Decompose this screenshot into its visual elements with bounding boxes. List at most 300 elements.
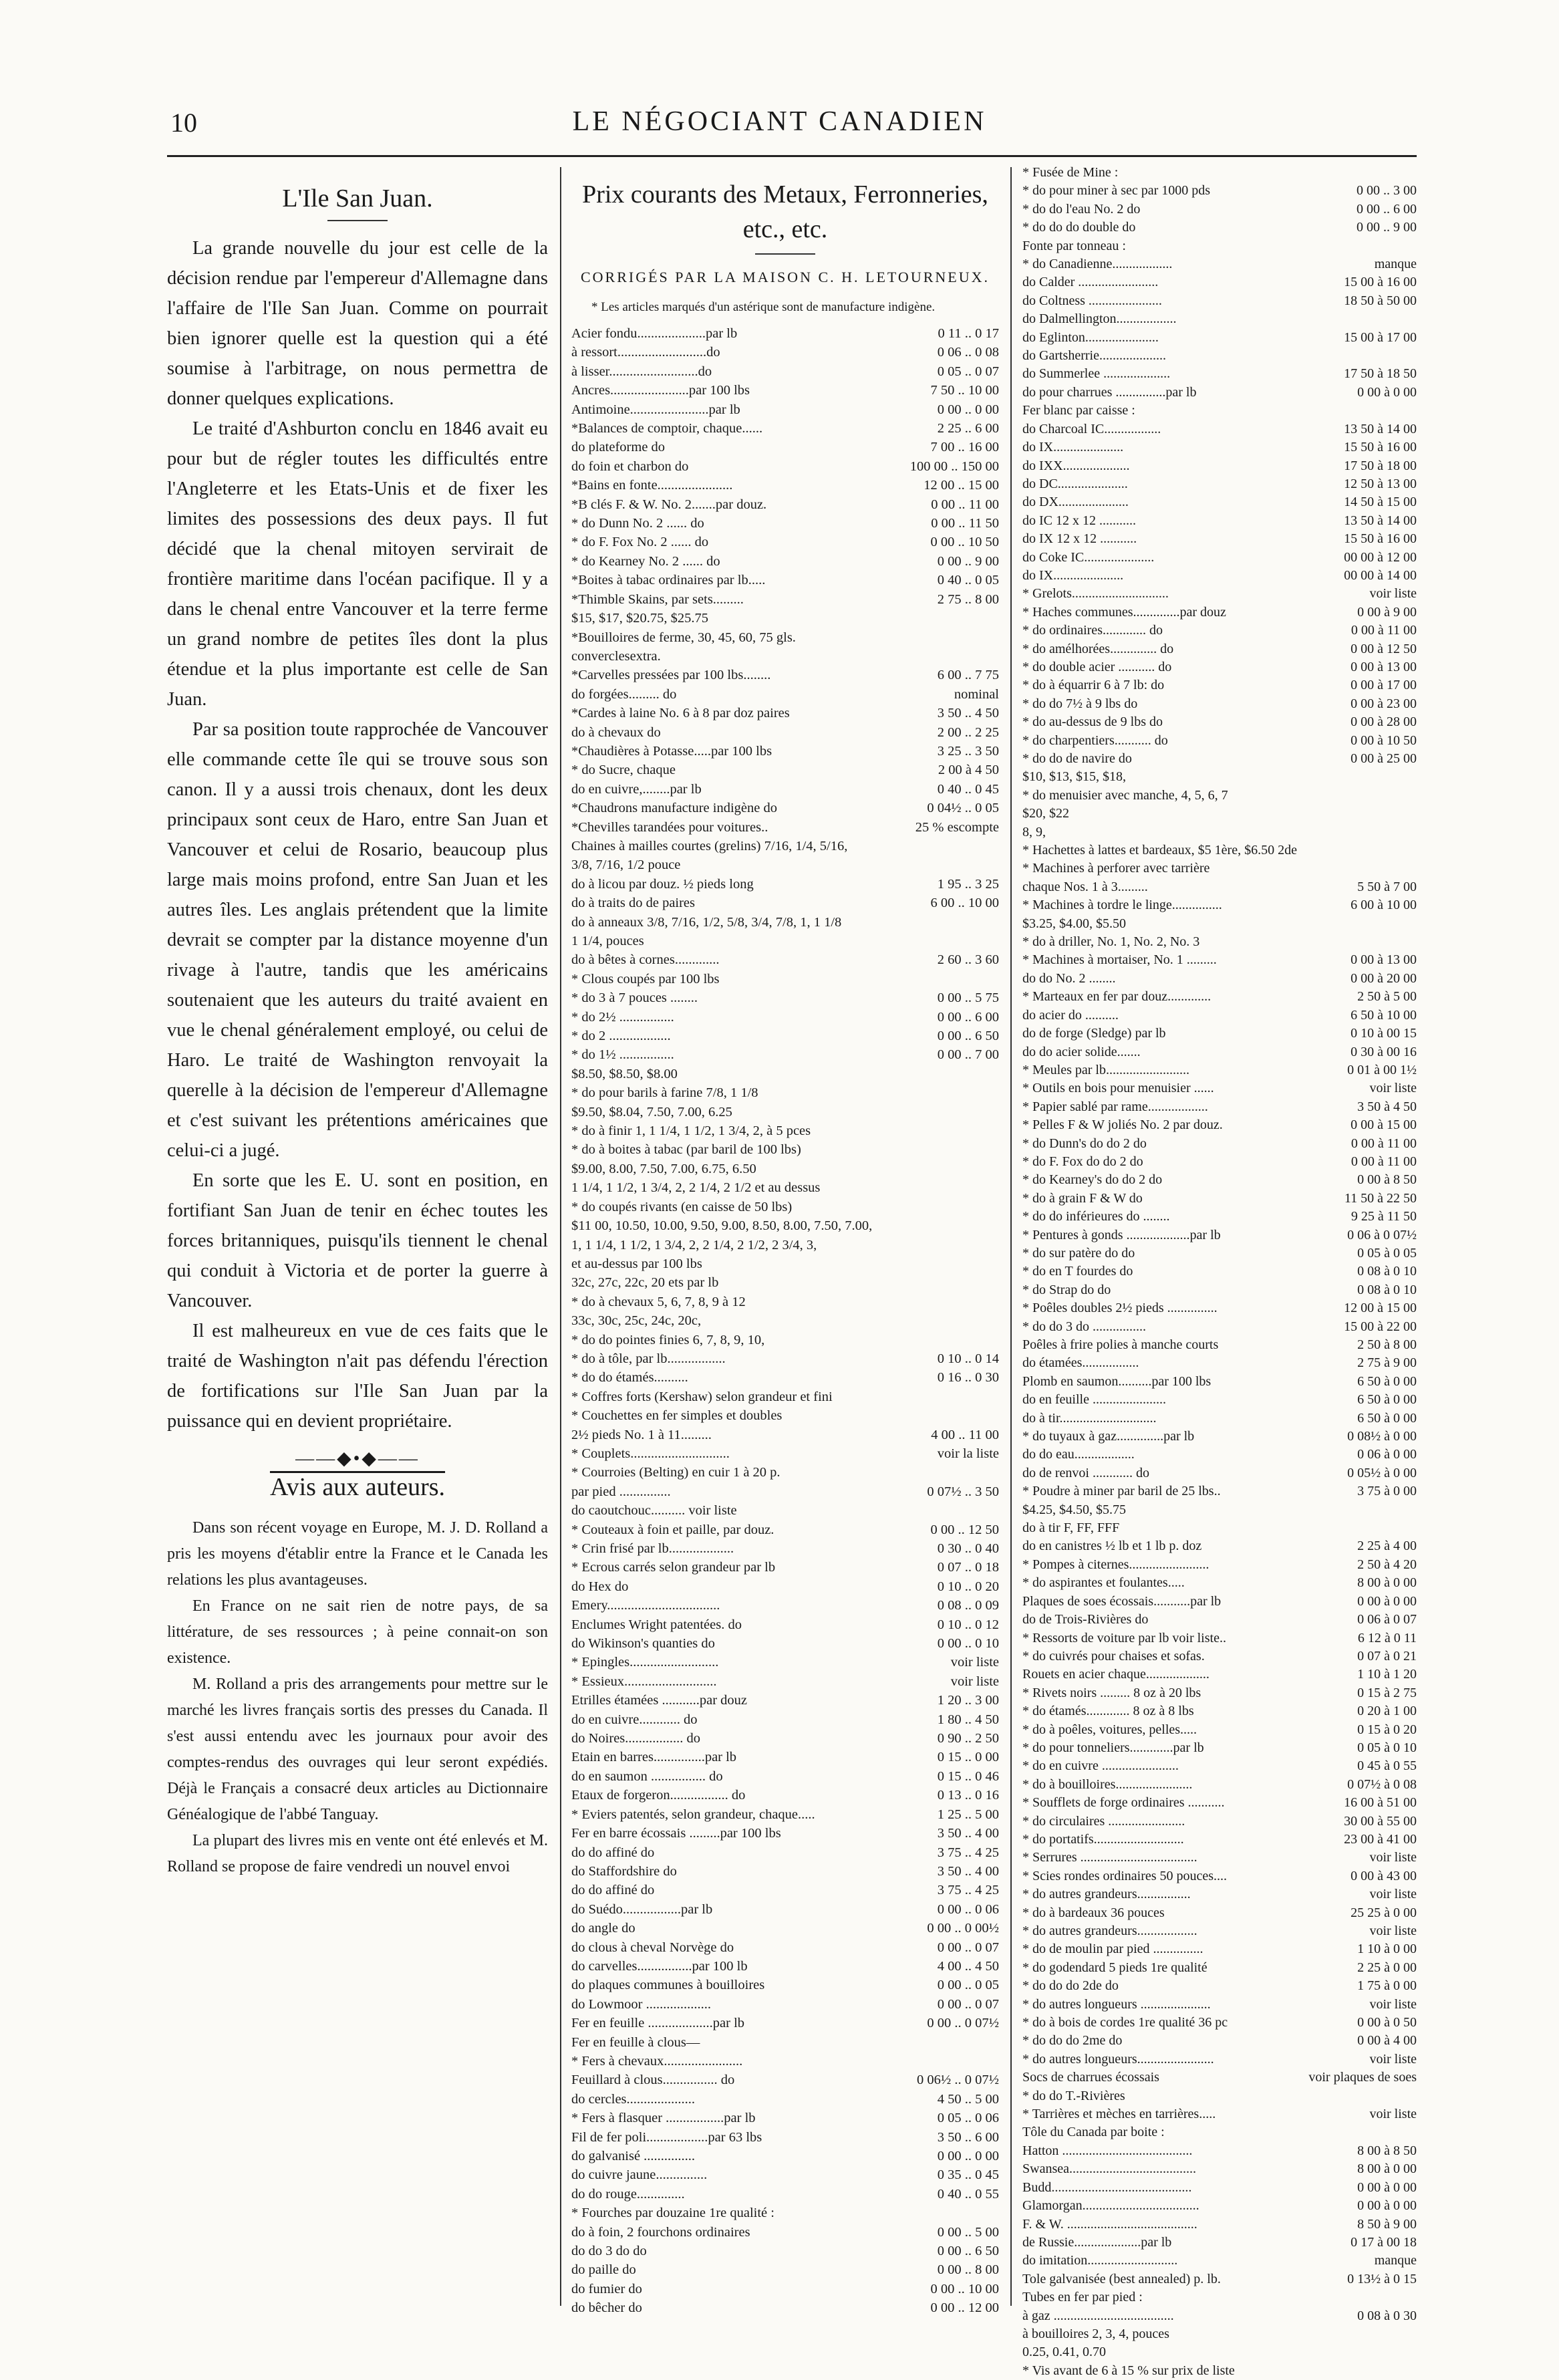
price-value <box>1413 2123 1417 2141</box>
price-value: 2 00 .. 2 25 <box>937 724 999 740</box>
price-value: 1 20 .. 3 00 <box>937 1693 999 1708</box>
price-item: Etrilles étamées ...........par douz <box>571 1693 747 1708</box>
price-row <box>1022 1537 1417 1555</box>
price-item: * do do do double do <box>1022 220 1136 235</box>
price-item: * do à bois de cordes 1re qualité 36 pc <box>1022 2015 1228 2030</box>
price-row <box>1022 1482 1417 1500</box>
price-item: * do étamés............. 8 oz à 8 lbs <box>1022 1704 1194 1719</box>
price-value <box>995 970 999 988</box>
price-value <box>1413 860 1417 878</box>
price-value <box>995 1463 999 1482</box>
price-row <box>1022 1593 1417 1611</box>
price-row <box>571 685 999 704</box>
price-value <box>995 1065 999 1083</box>
price-value: 3 25 .. 3 50 <box>937 743 999 759</box>
price-row <box>571 514 999 533</box>
price-value: 0 00 .. 3 00 <box>1357 183 1417 199</box>
price-item: * do do T.-Rivières <box>1022 2088 1125 2103</box>
price-item: do Suédo.................par lb <box>571 1901 713 1917</box>
price-item: * Rivets noirs ......... 8 oz à 20 lbs <box>1022 1685 1201 1700</box>
price-value: 0 00 à 0 00 <box>1357 384 1417 400</box>
price-item: do do affiné do <box>571 1845 655 1860</box>
price-row <box>571 1577 999 1596</box>
price-row <box>571 590 999 609</box>
price-row <box>1022 1959 1417 1977</box>
price-row <box>571 1444 999 1463</box>
price-row <box>1022 2105 1417 2123</box>
price-item: do Lowmoor ................... <box>571 1996 711 2012</box>
price-value: 00 00 à 12 00 <box>1344 549 1417 565</box>
price-row <box>1022 1996 1417 2014</box>
price-row <box>1022 988 1417 1006</box>
price-row <box>1022 384 1417 402</box>
price-row <box>1022 1244 1417 1263</box>
price-row <box>571 875 999 894</box>
price-row <box>1022 1410 1417 1428</box>
price-value: 8 00 à 0 00 <box>1357 1575 1417 1591</box>
price-item: * Ressorts de voiture par lb voir liste.. <box>1022 1630 1226 1645</box>
price-value: 3 50 .. 4 00 <box>937 1863 999 1879</box>
price-row <box>571 1406 999 1425</box>
price-item: *Bains en fonte...................... <box>571 478 733 493</box>
price-row <box>1022 1885 1417 1903</box>
price-value: 2 50 à 5 00 <box>1357 989 1417 1005</box>
price-item: do do eau.................. <box>1022 1447 1135 1462</box>
price-row <box>1022 787 1417 805</box>
price-value: 0 00 à 13 00 <box>1351 952 1417 968</box>
price-row <box>1022 1831 1417 1849</box>
price-row <box>1022 255 1417 273</box>
price-value: 0 00 .. 10 50 <box>930 535 999 550</box>
price-value: voir liste <box>1369 1081 1417 1096</box>
price-row <box>1022 713 1417 731</box>
price-item: * do do 3 do ................ <box>1022 1319 1146 1334</box>
price-value: 25 % escompte <box>915 819 999 835</box>
price-row <box>571 1520 999 1539</box>
price-row <box>1022 438 1417 456</box>
price-item: $4.25, $4.50, $5.75 <box>1022 1502 1126 1517</box>
price-item: Tole galvanisée (best annealed) p. lb. <box>1022 2271 1221 2286</box>
price-item: Swansea...................................... <box>1022 2161 1196 2177</box>
price-value: 15 50 à 16 00 <box>1344 531 1417 547</box>
price-value: 25 25 à 0 00 <box>1351 1905 1417 1920</box>
price-value: 15 00 à 17 00 <box>1344 329 1417 345</box>
price-row <box>571 970 999 988</box>
price-row <box>1022 475 1417 493</box>
price-item: * Essieux........................... <box>571 1674 717 1689</box>
price-value: 0 00 .. 6 50 <box>937 1029 999 1044</box>
price-item: do clous à cheval Norvège do <box>571 1940 734 1955</box>
title-dash <box>755 253 815 255</box>
price-item: * do Kearney No. 2 ...... do <box>571 553 720 569</box>
price-value: voir la liste <box>937 1446 999 1461</box>
price-item: * Coffres forts (Kershaw) selon grandeur et fini <box>571 1389 833 1404</box>
price-value: 8 00 à 8 50 <box>1357 2143 1417 2158</box>
price-item: * Eviers patentés, selon grandeur, chaque..... <box>571 1807 815 1822</box>
price-value: 0 00 à 13 00 <box>1351 659 1417 674</box>
price-value: 3 75 .. 4 25 <box>937 1883 999 1898</box>
price-item: 2½ pieds No. 1 à 11......... <box>571 1427 712 1442</box>
price-value: 30 00 à 55 00 <box>1344 1813 1417 1829</box>
price-row <box>1022 1867 1417 1885</box>
price-row <box>1022 402 1417 420</box>
price-value: voir liste <box>950 1674 999 1689</box>
price-item: *Bouilloires de ferme, 30, 45, 60, 75 gls. <box>571 630 796 645</box>
price-item: * do à bouilloires....................... <box>1022 1776 1193 1792</box>
price-value: 13 50 à 14 00 <box>1344 513 1417 528</box>
price-value <box>1413 915 1417 933</box>
price-item: Fil de fer poli..................par 63 lbs <box>571 2129 762 2145</box>
price-value <box>995 1140 999 1159</box>
price-item: * Machines à perforer avec tarrière <box>1022 861 1210 876</box>
price-item: do Wikinson's quanties do <box>571 1636 715 1651</box>
price-value <box>995 932 999 950</box>
price-item: * do à driller, No. 1, No. 2, No. 3 <box>1022 934 1200 950</box>
price-item: * Grelots............................. <box>1022 586 1169 602</box>
price-value: 0 00 à 0 00 <box>1357 1593 1417 1609</box>
price-value: 0 00 .. 0 00 <box>937 402 999 417</box>
price-item: $11 00, 10.50, 10.00, 9.50, 9.00, 8.50, 8.00, 7.50, 7.00, <box>571 1218 873 1234</box>
price-row <box>571 1710 999 1729</box>
price-value <box>995 1216 999 1235</box>
page-number: 10 <box>170 108 197 138</box>
price-value: 0 45 à 0 55 <box>1357 1758 1417 1774</box>
price-value: manque <box>1374 257 1417 272</box>
price-row <box>1022 420 1417 438</box>
price-row <box>1022 2051 1417 2069</box>
price-item: *Chevilles tarandées pour voitures.. <box>571 819 768 835</box>
price-item: do Eglinton...................... <box>1022 329 1159 345</box>
article-paragraph: Dans son récent voyage en Europe, M. J. D. Rolland a pris les moyens d'établir entre la France et le Canada les relations les plus avantageuses. <box>167 1519 548 1589</box>
price-value: 3 50 .. 4 00 <box>937 1826 999 1841</box>
price-value: 0 00 .. 0 07 <box>937 1940 999 1955</box>
price-row <box>1022 695 1417 713</box>
price-value: 3 75 .. 4 25 <box>937 1845 999 1860</box>
price-value: 2 25 .. 6 00 <box>937 421 999 436</box>
price-row <box>571 1957 999 1976</box>
price-item: * do autres grandeurs.................. <box>1022 1924 1197 1938</box>
price-value: 00 00 à 14 00 <box>1344 567 1417 583</box>
price-value: 16 00 à 51 00 <box>1344 1795 1417 1811</box>
price-row <box>1022 1318 1417 1336</box>
price-value: 0 08 à 0 10 <box>1357 1264 1417 1279</box>
price-value: 0 00 à 20 00 <box>1351 970 1417 986</box>
price-item: 33c, 30c, 25c, 24c, 20c, <box>571 1313 702 1329</box>
price-row <box>1022 2142 1417 2160</box>
price-item: do à anneaux 3/8, 7/16, 1/2, 5/8, 3/4, 7/8, 1, 1 1/8 <box>571 914 842 930</box>
price-value: 0 00 à 10 50 <box>1351 733 1417 748</box>
price-value: voir liste <box>1369 2051 1417 2067</box>
price-row <box>571 1729 999 1748</box>
price-item: * do portatifs........................... <box>1022 1831 1184 1847</box>
price-item: do à tir F, FF, FFF <box>1022 1520 1120 1536</box>
price-item: 8, 9, <box>1022 824 1046 839</box>
price-item: *Thimble Skains, par sets......... <box>571 591 744 607</box>
price-item: do IC 12 x 12 ........... <box>1022 513 1136 528</box>
price-row <box>1022 1611 1417 1629</box>
price-row <box>571 2298 999 2317</box>
price-row <box>1022 1684 1417 1702</box>
price-value: 0 00 à 23 00 <box>1351 696 1417 711</box>
price-item: do Coltness ...................... <box>1022 293 1162 308</box>
column-san-juan <box>167 164 548 2329</box>
price-row <box>571 1596 999 1615</box>
price-row <box>1022 512 1417 530</box>
price-row <box>571 381 999 400</box>
price-item: do à licou par douz. ½ pieds long <box>571 876 754 892</box>
price-row <box>1022 1135 1417 1153</box>
price-value: voir liste <box>1369 586 1417 602</box>
price-item: Fer en barre écossais .........par 100 lbs <box>571 1826 781 1841</box>
price-row <box>1022 1208 1417 1226</box>
price-row <box>571 1900 999 1919</box>
price-value: 3 50 à 4 50 <box>1357 1099 1417 1114</box>
price-item: * Vis avant de 6 à 15 % sur prix de liste <box>1022 2363 1235 2378</box>
price-value: 0 05 à 0 05 <box>1357 1245 1417 1261</box>
price-value: 0 00 .. 0 07 <box>937 1996 999 2012</box>
price-row <box>1022 2252 1417 2270</box>
price-item: do Summerlee .................... <box>1022 366 1171 382</box>
price-row <box>1022 2087 1417 2105</box>
price-row <box>1022 1281 1417 1299</box>
price-value: 8 00 à 0 00 <box>1357 2161 1417 2177</box>
price-item: $9.50, $8.04, 7.50, 7.00, 6.25 <box>571 1104 732 1119</box>
price-value: 2 75 à 9 00 <box>1357 1355 1417 1371</box>
price-item: Emery................................. <box>571 1598 720 1613</box>
price-value: 23 00 à 41 00 <box>1344 1831 1417 1847</box>
price-row <box>571 1938 999 1957</box>
price-item: do carvelles................par 100 lb <box>571 1958 748 1974</box>
price-row <box>1022 1263 1417 1281</box>
price-row <box>571 2071 999 2089</box>
price-value: 6 50 à 0 00 <box>1357 1410 1417 1426</box>
price-value <box>995 1331 999 1349</box>
price-item: * do pour miner à sec par 1000 pds <box>1022 183 1211 199</box>
price-item: * Machines à tordre le linge............... <box>1022 898 1222 913</box>
price-item: * Soufflets de forge ordinaires ........... <box>1022 1795 1225 1811</box>
price-item: * do autres longueurs ..................... <box>1022 1996 1211 2012</box>
price-row <box>1022 1153 1417 1171</box>
price-row <box>1022 1556 1417 1574</box>
price-row <box>571 362 999 381</box>
price-value <box>995 2204 999 2222</box>
price-row <box>1022 457 1417 475</box>
price-row <box>1022 1428 1417 1446</box>
price-item: * do tuyaux à gaz..............par lb <box>1022 1429 1195 1444</box>
price-value: 0 00 à 15 00 <box>1351 1117 1417 1133</box>
price-item: 1 1/4, 1 1/2, 1 3/4, 2, 2 1/4, 2 1/2 et au dessus <box>571 1180 821 1196</box>
price-value <box>1413 787 1417 805</box>
price-item: do DC..................... <box>1022 476 1128 491</box>
price-value: 0 00 .. 12 50 <box>930 1522 999 1537</box>
price-value: 0 00 .. 11 00 <box>931 497 999 512</box>
price-row <box>1022 970 1417 988</box>
price-value: 0 35 .. 0 45 <box>937 2167 999 2183</box>
price-value: 0 00 .. 6 50 <box>937 2244 999 2259</box>
price-row <box>1022 1922 1417 1940</box>
article-paragraph: La plupart des livres mis en vente ont été enlevés et M. Rolland se propose de faire vendredi un nouvel envoi <box>167 1832 548 1875</box>
price-row <box>571 1615 999 1634</box>
price-item: do à traits do de paires <box>571 896 696 911</box>
price-row <box>571 400 999 419</box>
price-item: Chaines à mailles courtes (grelins) 7/16, 1/4, 5/16, <box>571 838 848 853</box>
price-item: * do à tôle, par lb................. <box>571 1351 726 1366</box>
article-paragraph: Le traité d'Ashburton conclu en 1846 avait eu pour but de régler toutes les difficultés entre l'Angleterre et les Etats-Unis et de fixer les limites des possessions des deux pays. Il fut décidé que la chenal mitoyen servirait de frontière maritime dans l'océan pacifique. Il y a dans le chenal entre Vancouver et la terre ferme un grand nombre de petites îles dont la plus étendue et la plus importante est celle de San Juan. <box>167 418 548 710</box>
price-value <box>1413 2343 1417 2361</box>
price-value: 0 40 .. 0 05 <box>937 573 999 588</box>
price-item: do galvanisé ............... <box>571 2149 696 2163</box>
price-item: do forgées......... do <box>571 686 677 702</box>
price-value: 18 50 à 50 00 <box>1344 293 1417 308</box>
price-item: F. & W. ....................................... <box>1022 2216 1197 2232</box>
price-row <box>571 1387 999 1406</box>
price-row <box>571 1824 999 1843</box>
price-row <box>1022 1776 1417 1794</box>
price-value: 1 75 à 0 00 <box>1357 1978 1417 1994</box>
price-list-subtitle: CORRIGÉS PAR LA MAISON C. H. LETOURNEUX. <box>580 269 990 285</box>
price-row <box>571 1160 999 1178</box>
price-value: 12 00 .. 15 00 <box>924 478 999 493</box>
price-item: Ancres.......................par 100 lbs <box>571 383 750 398</box>
price-value: 0 00 à 12 50 <box>1351 641 1417 656</box>
price-value <box>1413 805 1417 823</box>
price-item: $3.25, $4.00, $5.50 <box>1022 916 1126 931</box>
price-value <box>1413 237 1417 255</box>
price-item: *Chaudières à Potasse.....par 100 lbs <box>571 743 772 759</box>
price-value: 0 20 à 1 00 <box>1357 1704 1417 1719</box>
price-row <box>571 1349 999 1368</box>
price-item: * Serrures ................................... <box>1022 1850 1197 1865</box>
price-row <box>1022 1336 1417 1354</box>
price-item: do pour charrues ...............par lb <box>1022 384 1197 400</box>
price-row <box>1022 1574 1417 1592</box>
price-row <box>1022 2216 1417 2234</box>
price-item: Etain en barres...............par lb <box>571 1750 737 1765</box>
price-row <box>571 1331 999 1349</box>
price-value <box>995 1311 999 1330</box>
price-value: 0 00 .. 5 00 <box>937 2224 999 2240</box>
price-item: * Epingles.......................... <box>571 1655 719 1670</box>
price-value <box>995 855 999 874</box>
price-value <box>995 1293 999 1311</box>
price-row <box>571 1995 999 2014</box>
price-value: 0 07 à 0 21 <box>1357 1648 1417 1664</box>
price-item: do plateforme do <box>571 440 666 455</box>
price-value: 0 01 à 00 1½ <box>1347 1062 1417 1077</box>
price-value: 6 00 .. 7 75 <box>937 668 999 683</box>
price-item: * Tarrières et mèches en tarrières..... <box>1022 2107 1216 2122</box>
price-item: * do do do 2de do <box>1022 1978 1119 1994</box>
price-row <box>1022 1940 1417 1958</box>
price-item: par pied ............... <box>571 1484 671 1499</box>
price-item: do do 3 do do <box>571 2244 647 2259</box>
price-value <box>995 647 999 666</box>
price-item: * Hachettes à lattes et bardeaux, $5 1ère, $6.50 2de <box>1022 843 1297 858</box>
price-item: * do 3 à 7 pouces ........ <box>571 990 698 1006</box>
price-value: 0 05 .. 0 07 <box>937 364 999 379</box>
price-item: Acier fondu....................par lb <box>571 326 738 341</box>
price-value <box>1413 823 1417 841</box>
price-row <box>571 1881 999 1899</box>
price-row <box>571 1672 999 1691</box>
price-row <box>571 1862 999 1881</box>
price-value <box>1413 768 1417 786</box>
price-value: 0 10 .. 0 14 <box>937 1351 999 1366</box>
price-item: do à foin, 2 fourchons ordinaires <box>571 2224 750 2240</box>
price-row <box>1022 1043 1417 1061</box>
price-value <box>995 1406 999 1425</box>
price-item: * Crin frisé par lb................... <box>571 1541 734 1556</box>
price-value: 0 00 .. 11 50 <box>931 516 999 531</box>
price-row <box>1022 2179 1417 2197</box>
price-item: do de Trois-Rivières do <box>1022 1612 1149 1627</box>
price-row <box>1022 310 1417 328</box>
price-item: $10, $13, $15, $18, <box>1022 769 1126 785</box>
price-item: do Hex do <box>571 1579 629 1594</box>
price-item: * do coupés rivants (en caisse de 50 lbs) <box>571 1199 793 1214</box>
price-item: *Boites à tabac ordinaires par lb..... <box>571 573 766 588</box>
price-item: do imitation........................... <box>1022 2253 1178 2268</box>
price-item: * Courroies (Belting) en cuir 1 à 20 p. <box>571 1465 781 1480</box>
price-value: 0 10 à 00 15 <box>1351 1026 1417 1041</box>
price-item: 3/8, 7/16, 1/2 pouce <box>571 857 681 873</box>
price-row <box>1022 2288 1417 2306</box>
price-row <box>1022 2307 1417 2325</box>
price-row <box>1022 1299 1417 1317</box>
price-item: * Machines à mortaiser, No. 1 ......... <box>1022 952 1217 968</box>
price-item: * do do étamés.......... <box>571 1370 688 1385</box>
price-row <box>571 837 999 855</box>
price-value: voir liste <box>1369 1887 1417 1902</box>
price-row <box>571 1368 999 1387</box>
price-item: * do F. Fox do do 2 do <box>1022 1154 1143 1169</box>
price-value: voir liste <box>950 1655 999 1670</box>
price-value: 8 50 à 9 00 <box>1357 2216 1417 2232</box>
section-ornament: ——◆•◆—— <box>295 1448 420 1469</box>
price-row <box>571 1691 999 1710</box>
price-value: 0 00 .. 8 00 <box>937 2262 999 2278</box>
price-row <box>571 2242 999 2260</box>
price-item: * do Canadienne.................. <box>1022 257 1173 272</box>
price-item: do do No. 2 ........ <box>1022 970 1116 986</box>
price-row <box>1022 823 1417 841</box>
article-paragraph: Par sa position toute rapprochée de Vancouver elle commande cette île qui se trouve sous son canon. Il y a aussi trois chenaux, dont les deux principaux sont ceux de Haro, entre San Juan et Vancouver et celui de Rosario, beaucoup plus large mais moins profond, entre San Juan et les autres îles. Les anglais prétendent que la limite devrait se compter par la distance moyenne d'un rivage à l'autre, tandis que les américains soutenaient que les auteurs du traité avaient en vue le chenal généralement employé, ou celui de Haro. Le traité de Washington renvoyait la querelle à la décision de l'empereur d'Allemagne et c'est suivant les prétentions américaines que celui-ci a jugé. <box>167 719 548 1161</box>
price-item: de Russie....................par lb <box>1022 2234 1172 2250</box>
price-item: do étamées................. <box>1022 1355 1139 1371</box>
price-item: * Fusée de Mine : <box>1022 165 1119 180</box>
price-item: * do à bardeaux 36 pouces <box>1022 1905 1165 1920</box>
price-item: * do double acier ........... do <box>1022 659 1172 674</box>
price-value: 0 00 à 25 00 <box>1351 751 1417 766</box>
price-item: * do Sucre, chaque <box>571 763 676 778</box>
price-value: 0 13½ à 0 15 <box>1347 2271 1417 2286</box>
price-item: * do F. Fox No. 2 ...... do <box>571 535 709 550</box>
price-row <box>571 438 999 456</box>
price-value: 0 06 à 0 07 <box>1357 1612 1417 1627</box>
price-item: * Poudre à miner par baril de 25 lbs.. <box>1022 1484 1221 1499</box>
price-item: do Staffordshire do <box>571 1863 677 1879</box>
price-item: * Pompes à citernes........................ <box>1022 1557 1210 1572</box>
price-value: 0 00 .. 10 00 <box>930 2281 999 2296</box>
price-value: 2 50 à 4 20 <box>1357 1557 1417 1572</box>
price-item: * do do pointes finies 6, 7, 8, 9, 10, <box>571 1332 765 1347</box>
price-value <box>1413 1501 1417 1519</box>
price-value <box>995 1273 999 1292</box>
price-value <box>995 609 999 628</box>
price-row <box>1022 2270 1417 2288</box>
price-row <box>1022 1813 1417 1831</box>
price-row <box>1022 951 1417 969</box>
